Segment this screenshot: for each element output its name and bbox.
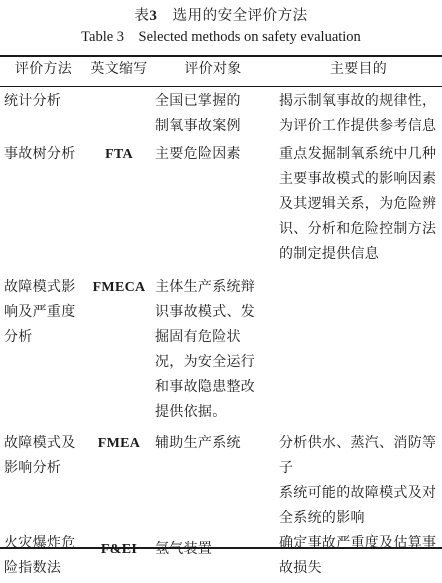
caption-english: Table 3 Selected methods on safety evaluation: [81, 29, 361, 45]
header-purpose: 主要目的: [329, 61, 388, 77]
cell-object: 氢气装置: [155, 541, 213, 557]
cell-abbr: FTA: [105, 147, 133, 162]
cell-object: 主要危险因素: [155, 146, 241, 162]
cell-purpose: [275, 269, 442, 425]
cell-purpose: 确定事故严重度及估算事 故损失: [279, 535, 437, 576]
cell-abbr: FMECA: [92, 280, 146, 295]
table-row: [0, 86, 442, 139]
table-row: [0, 531, 442, 583]
cell-method: 故障模式及 影响分析: [4, 435, 76, 476]
header-method: 评价方法: [14, 61, 73, 77]
cell-abbr: F&EI: [100, 542, 138, 557]
header-object: 评价对象: [184, 61, 242, 77]
cell-object: 辅助生产系统: [155, 435, 241, 451]
cell-purpose: 揭示制氧事故的规律性， 为评价工作提供参考信息: [279, 93, 437, 134]
caption-cn-prefix: 表: [134, 8, 150, 24]
caption-chinese: [0, 4, 442, 25]
cell-method: 事故树分析: [4, 146, 76, 162]
cell-abbr: [87, 86, 151, 139]
cell-abbr: FMEA: [97, 436, 141, 451]
table-header-row: [0, 57, 442, 86]
header-abbr: 英文缩写: [90, 61, 148, 77]
caption-cn-number: 3: [149, 8, 158, 24]
cell-purpose: 重点发掘制氧系统中几种 主要事故模式的影响因素 及其逻辑关系，为危险辨 识、分析和危险控制方法 的制定提供信息: [279, 146, 437, 262]
caption-cn-title: 选用的安全评价方法: [172, 8, 308, 24]
table-row: [0, 425, 442, 531]
cell-object: 全国已掌握的 制氧事故案例: [155, 93, 241, 134]
cell-method: 火灾爆炸危 险指数法: [4, 535, 76, 576]
cell-method: 统计分析: [4, 93, 62, 109]
table-row: [0, 139, 442, 269]
cell-object: 主体生产系统辩 识事故模式、发 掘固有危险状 况，为安全运行 和事故隐患整改 提供依据。: [155, 279, 256, 420]
cell-purpose: 分析供水、蒸汽、消防等子 系统可能的故障模式及对 全系统的影响: [279, 435, 437, 526]
table-row: [0, 269, 442, 425]
cell-method: 故障模式影 响及严重度 分析: [4, 279, 76, 345]
evaluation-methods-table: [0, 57, 442, 583]
